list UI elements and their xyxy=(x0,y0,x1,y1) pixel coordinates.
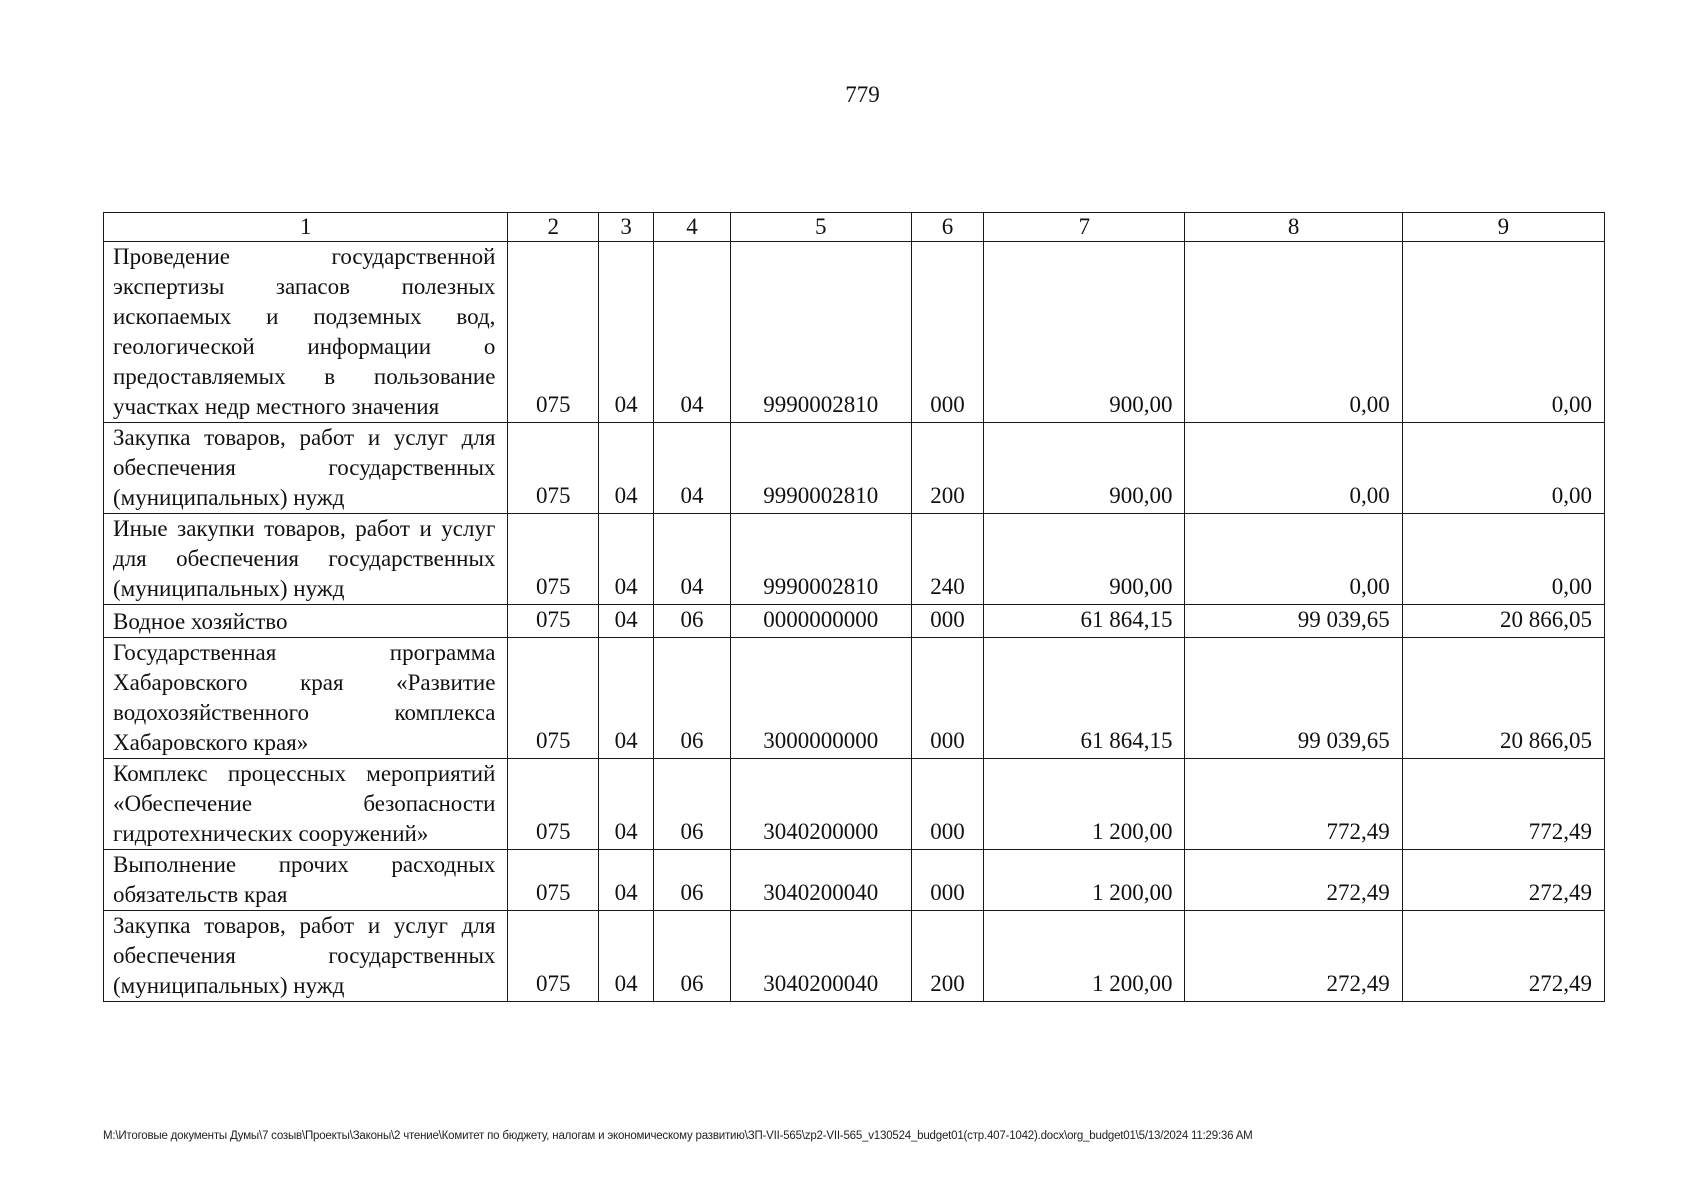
section-code: 04 xyxy=(598,911,653,1002)
header-row xyxy=(104,213,1605,242)
table-row xyxy=(104,514,1605,605)
expense-type-code: 000 xyxy=(911,242,983,423)
column-header: 1 xyxy=(104,213,508,242)
column-header: 7 xyxy=(984,213,1185,242)
subsection-code: 04 xyxy=(654,242,730,423)
table-row xyxy=(104,242,1605,423)
column-header: 3 xyxy=(598,213,653,242)
expense-type-code: 000 xyxy=(911,605,983,638)
row-name: Государственная программа Хабаровского края «Развитие водохозяйственного комплекса Хабаровского края» xyxy=(104,638,508,759)
table-row xyxy=(104,605,1605,638)
table-row xyxy=(104,850,1605,911)
amount-col9: 272,49 xyxy=(1402,850,1604,911)
amount-col7: 1 200,00 xyxy=(984,850,1185,911)
document-path-footer: M:\Итоговые документы Думы\7 созыв\Проекты\Законы\2 чтение\Комитет по бюджету, налогам и экономическому развитию\ЗП-VII-565\zp2-VII-565_v130524_budget01(стр.407-1042).docx\org_budget01\5/13/2024 11:29:36 AM xyxy=(103,1130,1253,1142)
target-article-code: 9990002810 xyxy=(730,242,911,423)
section-code: 04 xyxy=(598,638,653,759)
section-code: 04 xyxy=(598,759,653,850)
row-name: Выполнение прочих расходных обязательств края xyxy=(104,850,508,911)
target-article-code: 3040200040 xyxy=(730,850,911,911)
section-code: 04 xyxy=(598,850,653,911)
amount-col9: 20 866,05 xyxy=(1402,605,1604,638)
ministry-code: 075 xyxy=(508,911,599,1002)
target-article-code: 3040200040 xyxy=(730,911,911,1002)
expense-type-code: 000 xyxy=(911,850,983,911)
budget-table xyxy=(103,212,1605,1002)
ministry-code: 075 xyxy=(508,514,599,605)
row-name: Проведение государственной экспертизы запасов полезных ископаемых и подземных вод, геологической информации о предоставляемых в пользование участках недр местного значения xyxy=(104,242,508,423)
expense-type-code: 200 xyxy=(911,423,983,514)
amount-col9: 0,00 xyxy=(1402,514,1604,605)
expense-type-code: 240 xyxy=(911,514,983,605)
amount-col8: 272,49 xyxy=(1185,850,1402,911)
section-code: 04 xyxy=(598,242,653,423)
amount-col7: 61 864,15 xyxy=(984,638,1185,759)
amount-col8: 0,00 xyxy=(1185,242,1402,423)
target-article-code: 3000000000 xyxy=(730,638,911,759)
amount-col7: 900,00 xyxy=(984,242,1185,423)
expense-type-code: 000 xyxy=(911,759,983,850)
amount-col9: 20 866,05 xyxy=(1402,638,1604,759)
ministry-code: 075 xyxy=(508,850,599,911)
row-name: Иные закупки товаров, работ и услуг для обеспечения государственных (муниципальных) нужд xyxy=(104,514,508,605)
subsection-code: 06 xyxy=(654,759,730,850)
row-name: Закупка товаров, работ и услуг для обеспечения государственных (муниципальных) нужд xyxy=(104,911,508,1002)
table-row xyxy=(104,638,1605,759)
target-article-code: 9990002810 xyxy=(730,423,911,514)
column-header: 8 xyxy=(1185,213,1402,242)
column-header: 5 xyxy=(730,213,911,242)
expense-type-code: 200 xyxy=(911,911,983,1002)
amount-col7: 1 200,00 xyxy=(984,911,1185,1002)
amount-col9: 272,49 xyxy=(1402,911,1604,1002)
expense-type-code: 000 xyxy=(911,638,983,759)
amount-col8: 772,49 xyxy=(1185,759,1402,850)
section-code: 04 xyxy=(598,423,653,514)
row-name: Закупка товаров, работ и услуг для обеспечения государственных (муниципальных) нужд xyxy=(104,423,508,514)
target-article-code: 3040200000 xyxy=(730,759,911,850)
amount-col8: 272,49 xyxy=(1185,911,1402,1002)
target-article-code: 0000000000 xyxy=(730,605,911,638)
ministry-code: 075 xyxy=(508,759,599,850)
amount-col7: 900,00 xyxy=(984,423,1185,514)
amount-col7: 1 200,00 xyxy=(984,759,1185,850)
amount-col9: 0,00 xyxy=(1402,423,1604,514)
column-header: 4 xyxy=(654,213,730,242)
subsection-code: 04 xyxy=(654,423,730,514)
subsection-code: 06 xyxy=(654,850,730,911)
amount-col8: 0,00 xyxy=(1185,423,1402,514)
column-header: 2 xyxy=(508,213,599,242)
table-row xyxy=(104,759,1605,850)
amount-col9: 772,49 xyxy=(1402,759,1604,850)
row-name: Комплекс процессных мероприятий «Обеспечение безопасности гидротехнических сооружений» xyxy=(104,759,508,850)
page-number: 779 xyxy=(845,82,880,107)
amount-col7: 900,00 xyxy=(984,514,1185,605)
section-code: 04 xyxy=(598,514,653,605)
table-row xyxy=(104,423,1605,514)
table-row xyxy=(104,911,1605,1002)
amount-col9: 0,00 xyxy=(1402,242,1604,423)
section-code: 04 xyxy=(598,605,653,638)
row-name: Водное хозяйство xyxy=(104,605,508,638)
target-article-code: 9990002810 xyxy=(730,514,911,605)
ministry-code: 075 xyxy=(508,423,599,514)
amount-col8: 99 039,65 xyxy=(1185,605,1402,638)
subsection-code: 06 xyxy=(654,911,730,1002)
column-header: 9 xyxy=(1402,213,1604,242)
subsection-code: 06 xyxy=(654,638,730,759)
subsection-code: 04 xyxy=(654,514,730,605)
ministry-code: 075 xyxy=(508,605,599,638)
amount-col7: 61 864,15 xyxy=(984,605,1185,638)
amount-col8: 99 039,65 xyxy=(1185,638,1402,759)
column-header: 6 xyxy=(911,213,983,242)
ministry-code: 075 xyxy=(508,638,599,759)
ministry-code: 075 xyxy=(508,242,599,423)
subsection-code: 06 xyxy=(654,605,730,638)
amount-col8: 0,00 xyxy=(1185,514,1402,605)
